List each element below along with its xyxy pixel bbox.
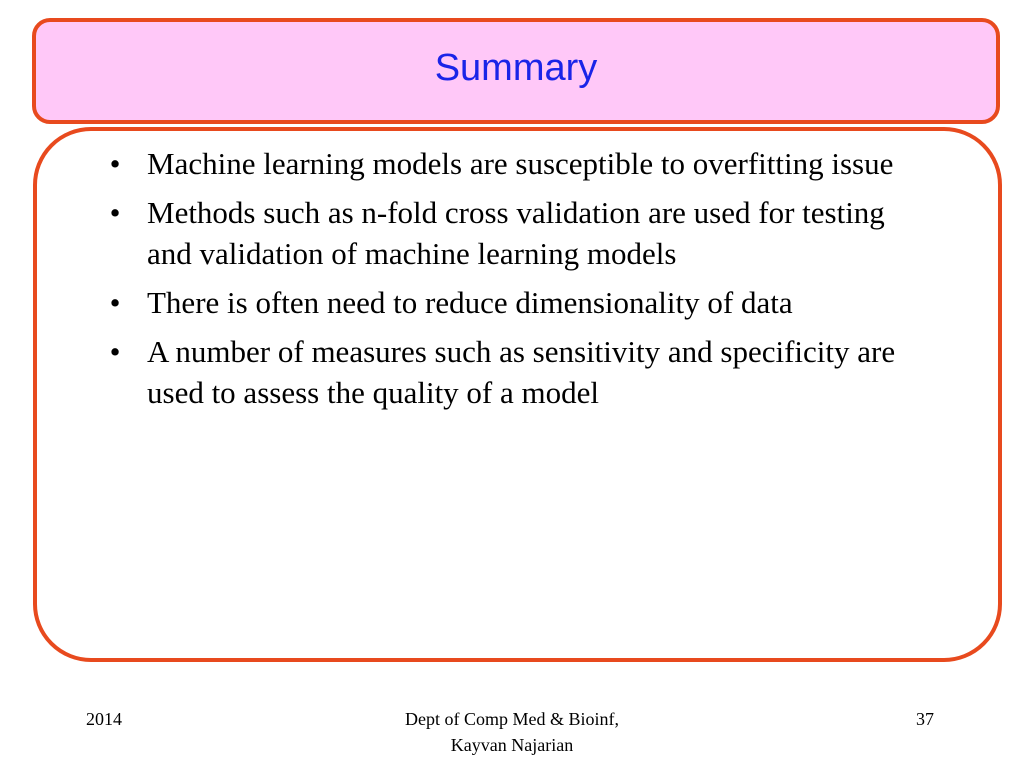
title-banner (32, 18, 1000, 124)
bullet-item (105, 143, 925, 184)
bullet-marker: • (109, 334, 121, 369)
bullet-item (105, 331, 925, 413)
footer-credit (312, 706, 712, 758)
content-panel (33, 127, 1002, 662)
bullet-text: Methods such as n-fold cross validation are used for testing and validation of machine learning models (147, 195, 885, 271)
bullet-text: Machine learning models are susceptible to overfitting issue (147, 146, 894, 181)
bullet-item (105, 192, 925, 274)
bullet-text: There is often need to reduce dimensionality of data (147, 285, 793, 320)
footer-credit-line1: Dept of Comp Med & Bioinf, (405, 709, 619, 729)
footer-year: 2014 (86, 709, 122, 729)
footer-credit-line2: Kayvan Najarian (450, 735, 574, 755)
page-number: 37 (916, 709, 934, 729)
bullet-marker: • (109, 285, 121, 320)
bullet-text: A number of measures such as sensitivity and specificity are used to assess the quality of a model (147, 334, 896, 410)
bullet-marker: • (109, 195, 121, 230)
bullet-marker: • (109, 146, 121, 181)
bullet-item (105, 282, 925, 323)
bullet-list (105, 143, 925, 421)
slide-title: Summary (434, 46, 598, 89)
